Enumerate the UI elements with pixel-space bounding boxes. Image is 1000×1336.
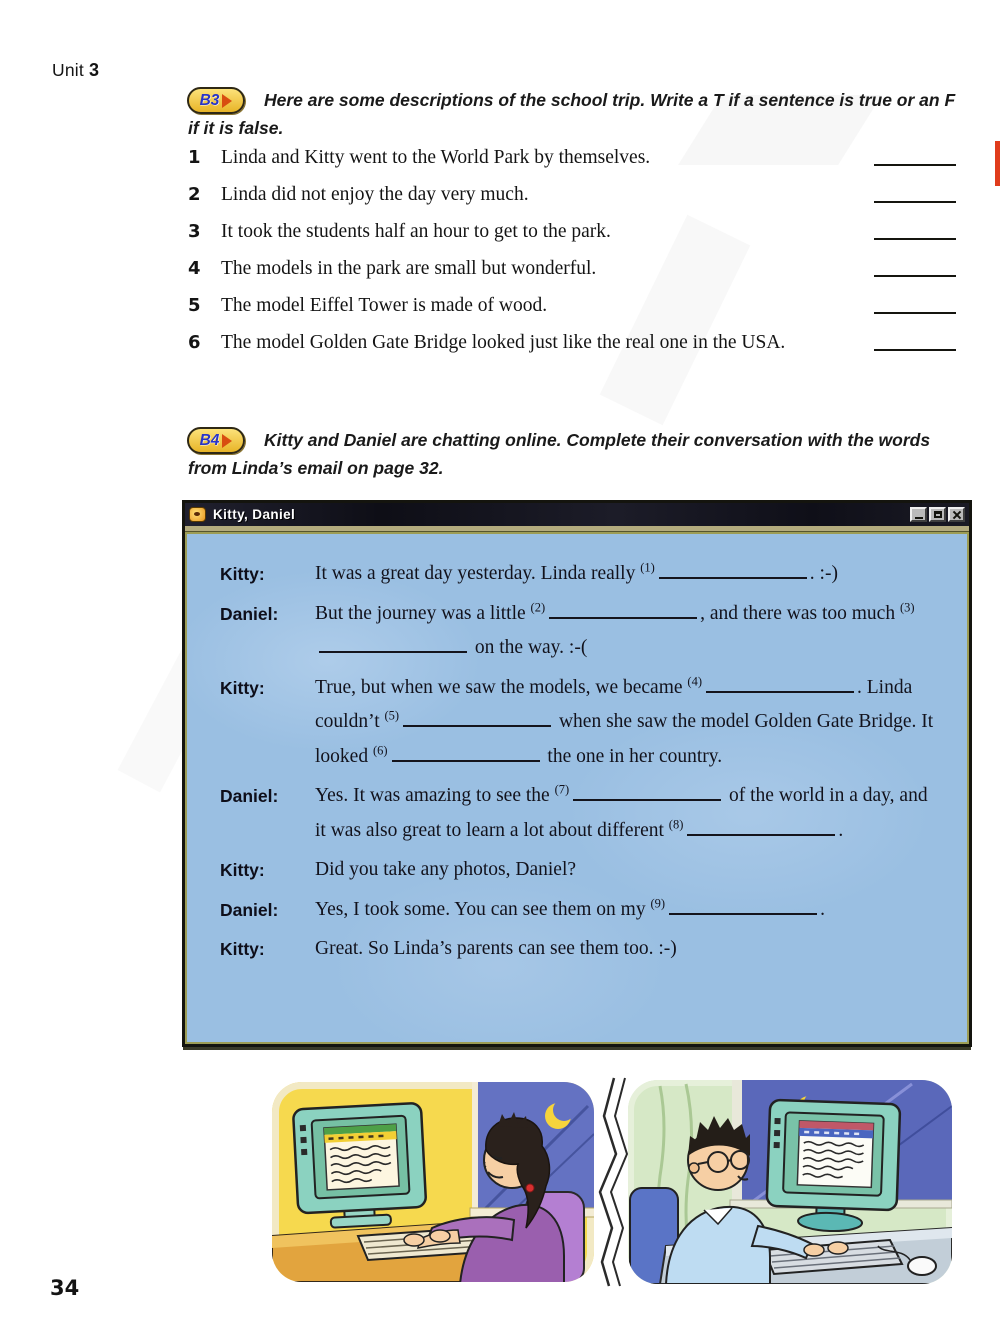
chat-text-segment: It was a great day yesterday. Linda really	[315, 563, 641, 584]
answer-blank	[874, 238, 956, 240]
blank-number: (4)	[687, 674, 702, 688]
chat-text-segment: . Linda couldn’t	[315, 676, 913, 732]
chat-message	[220, 779, 943, 848]
fill-in-blank	[659, 577, 807, 579]
badge-label: B4	[199, 431, 220, 449]
b3-item	[188, 218, 960, 245]
close-button	[948, 507, 965, 522]
chat-message	[220, 893, 943, 928]
chat-text	[315, 932, 943, 967]
blank-number: (8)	[668, 817, 684, 831]
chat-window-title: Kitty, Daniel	[213, 507, 296, 522]
smiley-chat-icon	[189, 507, 206, 522]
page-edge-tab	[995, 141, 1000, 186]
b3-instruction	[188, 86, 968, 142]
chat-text-segment: on the way. :-(	[470, 637, 588, 658]
close-icon	[952, 510, 961, 519]
b3-item	[188, 255, 960, 282]
b3-item-content	[188, 144, 874, 171]
b4-instruction: Kitty and Daniel are chatting online. Complete their conversation with the words from Linda’s email on page 32.	[188, 430, 931, 478]
instruction-text: if it is false.	[188, 118, 284, 138]
panel-divider	[600, 1078, 627, 1286]
answer-blank	[874, 201, 956, 203]
instruction-text: Here are some descriptions of the school trip. Write a	[264, 90, 713, 110]
b3-item-text: The models in the park are small but wonderful.	[221, 258, 597, 279]
answer-blank	[874, 164, 956, 166]
instruction-keyword: T	[712, 90, 724, 110]
blank-number: (3)	[899, 600, 915, 614]
chat-text	[315, 779, 943, 848]
instruction-text: if a sentence is true or an	[723, 90, 945, 110]
b3-item-number: 2	[188, 184, 201, 205]
chat-message	[220, 597, 943, 666]
minimize-button	[910, 507, 927, 522]
badge-label: B3	[199, 91, 220, 109]
b3-item-number: 4	[188, 258, 201, 279]
chat-message	[220, 557, 943, 592]
chat-speaker: Daniel:	[220, 603, 279, 624]
chat-content	[185, 532, 969, 1044]
b3-item-content	[188, 292, 874, 319]
chat-window	[182, 500, 972, 1047]
b3-item	[188, 292, 960, 319]
blank-number: (9)	[650, 896, 666, 910]
fill-in-blank	[549, 617, 697, 619]
chat-text	[315, 893, 943, 928]
fill-in-blank	[403, 725, 551, 727]
fill-in-blank	[687, 834, 835, 836]
chat-text	[315, 671, 943, 775]
blank-number: (7)	[554, 782, 570, 797]
b3-item-content	[188, 329, 874, 356]
window-controls	[908, 507, 965, 522]
answer-blank	[874, 312, 956, 314]
chat-speaker: Kitty:	[220, 860, 265, 880]
chat-text	[315, 597, 943, 666]
blank-number: (1)	[640, 560, 655, 575]
unit-number: 3	[88, 60, 100, 80]
b3-item-text: Linda did not enjoy the day very much.	[221, 184, 529, 205]
chat-speaker: Kitty:	[220, 939, 265, 959]
unit-header	[52, 60, 99, 81]
chat-text-segment: Yes, I took some. You can see them on my	[315, 898, 651, 920]
b3-item	[188, 181, 960, 208]
chat-text-segment: Great. So Linda’s parents can see them too. :-)	[315, 938, 677, 959]
chat-text-segment: when she saw the model Golden Gate Bridge. It looked	[315, 711, 934, 767]
b3-item-text: The model Golden Gate Bridge looked just like the real one in the USA.	[221, 332, 786, 353]
chat-text-segment: .	[838, 819, 844, 841]
chat-speaker: Daniel:	[220, 786, 279, 806]
chat-message	[220, 853, 943, 888]
b3-item-text: The model Eiffel Tower is made of wood.	[221, 295, 548, 316]
blank-number: (6)	[372, 743, 388, 757]
page-number: 34	[50, 1276, 80, 1300]
b3-item-content	[188, 218, 874, 245]
answer-blank	[874, 275, 956, 277]
chat-messages	[187, 534, 967, 967]
right-panel-boy	[628, 1080, 952, 1284]
instruction-keyword: F	[944, 90, 956, 110]
b3-item-number: 1	[188, 147, 201, 168]
chat-text-segment: , and there was too much	[700, 602, 900, 624]
b3-item-content	[188, 255, 874, 282]
chat-text-segment: Did you take any photos, Daniel?	[315, 859, 577, 880]
blank-number: (5)	[384, 708, 400, 723]
chat-text	[315, 557, 943, 592]
fill-in-blank	[706, 691, 854, 693]
b3-item	[188, 329, 960, 356]
maximize-button	[929, 507, 946, 522]
b3-item-number: 3	[188, 221, 201, 242]
chat-message	[220, 671, 943, 775]
b3-item-text: It took the students half an hour to get to the park.	[221, 221, 611, 242]
fill-in-blank	[669, 913, 817, 915]
fill-in-blank	[573, 799, 721, 801]
b3-item	[188, 144, 960, 171]
chat-text-segment: of the world in a day, and it was also great to learn a lot about different	[315, 785, 928, 841]
chat-message	[220, 932, 943, 967]
b3-item-number: 5	[188, 295, 201, 316]
chat-text-segment: True, but when we saw the models, we became	[315, 676, 688, 698]
fill-in-blank	[319, 651, 467, 653]
b3-item-content	[188, 181, 874, 208]
answer-blank	[874, 349, 956, 351]
maximize-icon	[934, 511, 942, 518]
chat-speaker: Kitty:	[220, 564, 265, 584]
chat-text-segment: But the journey was a little	[315, 602, 531, 624]
chat-speaker: Daniel:	[220, 899, 279, 920]
b3-item-text: Linda and Kitty went to the World Park by themselves.	[221, 147, 651, 168]
blank-number: (2)	[530, 600, 546, 614]
unit-label: Unit	[52, 60, 84, 80]
chat-text	[315, 853, 943, 888]
chat-text-segment: the one in her country.	[542, 745, 723, 767]
chat-titlebar	[185, 503, 969, 526]
chat-text-segment: . :-)	[809, 563, 838, 584]
b3-item-list	[188, 144, 960, 366]
left-panel-girl	[272, 1080, 596, 1284]
illustration-kids-chatting	[262, 1076, 958, 1288]
chat-text-segment: Yes. It was amazing to see the	[315, 785, 555, 806]
chat-text-segment: .	[820, 898, 825, 920]
b3-item-number: 6	[188, 332, 201, 353]
minimize-icon	[915, 517, 923, 519]
chat-speaker: Kitty:	[220, 677, 265, 698]
fill-in-blank	[392, 760, 540, 762]
